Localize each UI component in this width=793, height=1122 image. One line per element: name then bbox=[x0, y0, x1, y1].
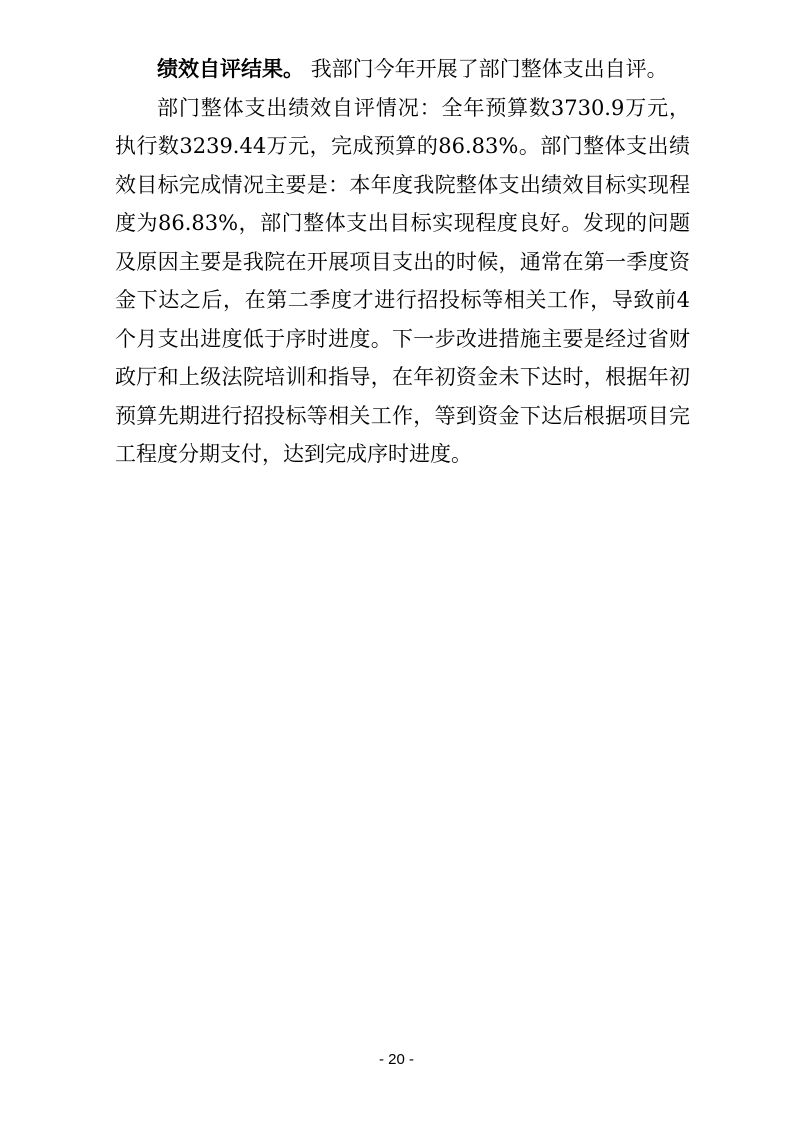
paragraph-text: 我部门今年开展了部门整体支出自评。 bbox=[310, 57, 668, 81]
page-number: - 20 - bbox=[378, 1051, 414, 1068]
body-text bbox=[115, 50, 690, 474]
paragraph-performance-details bbox=[115, 89, 690, 474]
paragraph-self-evaluation-result bbox=[115, 50, 690, 89]
paragraph-lead-heading: 绩效自评结果。 bbox=[157, 57, 304, 81]
paragraph-text: 部门整体支出绩效自评情况：全年预算数3730.9万元，执行数3239.44万元，完成预算的86.83%。部门整体支出绩效目标完成情况主要是：本年度我院整体支出绩效目标实现程度为86.83%，部门整体支出目标实现程度良好。发现的问题及原因主要是我院在开展项目支出的时候，通常在第一季度资金下达之后，在第二季度才进行招投标等相关工作，导致前4个月支出进度低于序时进度。下一步改进措施主要是经过省财政厅和上级法院培训和指导，在年初资金未下达时，根据年初预算先期进行招投标等相关工作，等到资金下达后根据项目完工程度分期支付，达到完成序时进度。 bbox=[115, 95, 690, 466]
